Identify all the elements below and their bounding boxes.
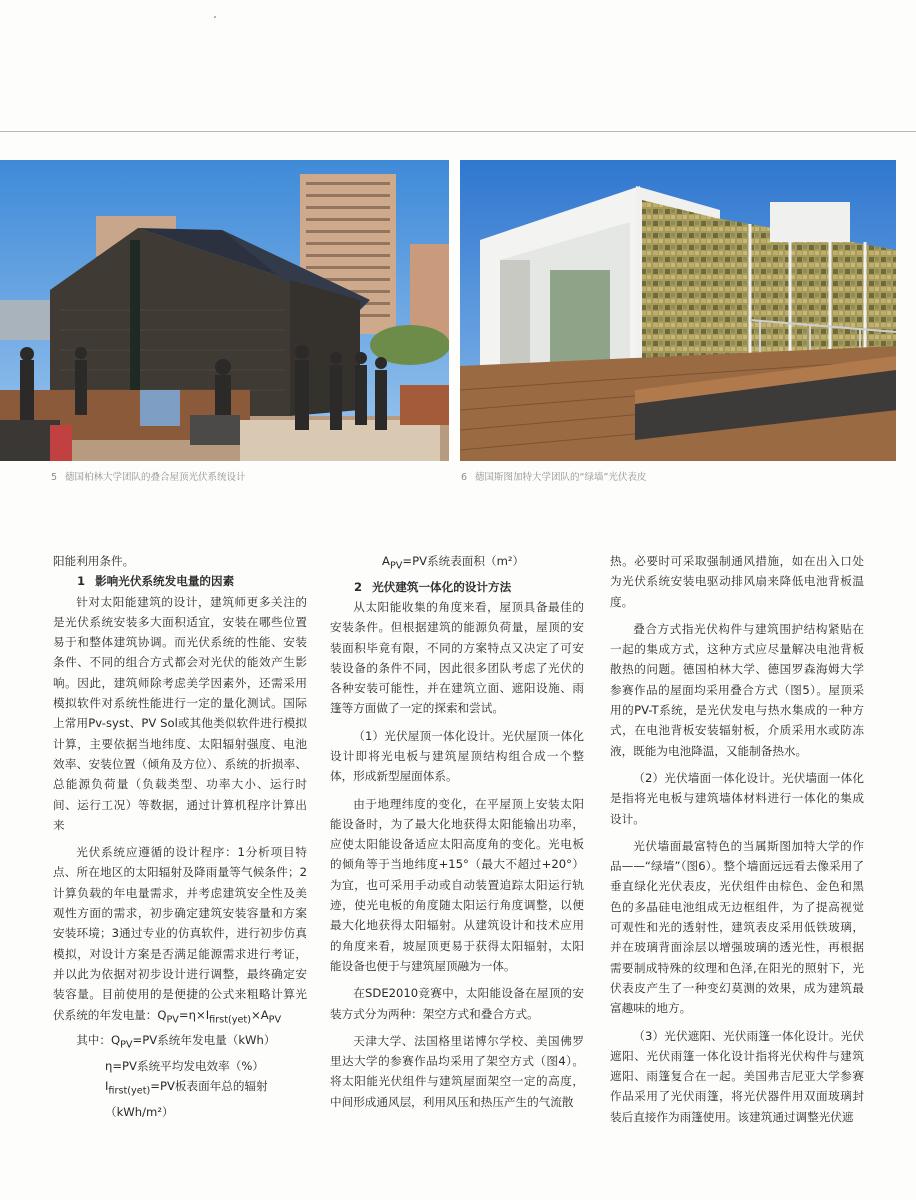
text-column-3 [610, 551, 864, 1127]
paragraph: 天津大学、法国格里诺博尔学校、美国佛罗里达大学的参赛作品均采用了架空方式（图4）。将太阳能光伏组件与建筑屋面架空一定的高度，中间形成通风层，利用风压和热压产生的气流散 [330, 1033, 584, 1109]
paragraph: （2）光伏墙面一体化设计。光伏墙面一体化是指将光电板与建筑墙体材料进行一体化的集成设计。 [610, 770, 864, 826]
text-column-1 [53, 551, 307, 1122]
paragraph: 从太阳能收集的角度来看，屋顶具备最佳的安装条件。但根据建筑的能源负荷量，屋顶的安装面积毕竟有限，不同的方案特点又决定了可安装设备的条件不同，因此很多团队考虑了光伏的各种安装可能性，并在建筑立面、遮阳设施、雨篷等方面做了一定的探索和尝试。 [330, 599, 584, 716]
section-heading-1: 1 影响光伏系统发电量的因素 [77, 574, 235, 589]
paragraph: 光伏墙面最富特色的当属斯图加特大学的作品——“绿墙”（图6）。整个墙面远远看去像采用了垂直绿化光伏表皮，光伏组件由棕色、金色和黑色的多晶硅电池组成无边框组件，为了提高视觉可观性和光的透射性，建筑表皮采用低铁玻璃，并在玻璃背面涂层以增强玻璃的透光性，再根据需要制成特殊的纹理和色泽,在阳光的照射下，光伏表皮产生了一种变幻莫测的效果，成为建筑最富趣味的地方。 [610, 838, 864, 1016]
paragraph: 针对太阳能建筑的设计，建筑师更多关注的是光伏系统安装多大面积适宜，安装在哪些位置易于和整体建筑协调。而光伏系统的性能、安装条件、不同的组合方式都会对光伏的能效产生影响。因此，建筑师除考虑美学因素外，还需采用模拟软件对系统性能进行一定的量化测试。国际上常用Pv-syst、PV Sol或其他类似软件进行模拟计算，主要依据当地纬度、太阳辐射强度、电池效率、安装位置（倾角及方位）、系统的折损率、总能源负荷量（负载类型、功率大小、运行时间、运行工况）等数据，通过计算机程序计算出来 [53, 594, 307, 832]
paragraph: 在SDE2010竞赛中，太阳能设备在屋顶的安装方式分为两种：架空方式和叠合方式。 [330, 986, 584, 1021]
figure-6-photo [460, 160, 896, 461]
section-heading-2: 2 光伏建筑一体化的设计方法 [354, 579, 512, 594]
paragraph: 叠合方式指光伏构件与建筑围护结构紧贴在一起的集成方式，这种方式应尽量解决电池背板散热的问题。德国柏林大学、德国罗森海姆大学参赛作品的屋面均采用叠合方式（图5）。屋顶采用的PV-T系统，是光伏发电与热水集成的一种方式，在电池背板安装辐射板，介质采用水或防冻液，既能为电池降温，又能制备热水。 [610, 621, 864, 758]
formula-line: 其中：$Q_{PV}=PV$系统年发电量（kWh） [76, 1033, 276, 1051]
paragraph: （3）光伏遮阳、光伏雨篷一体化设计。光伏遮阳、光伏雨篷一体化设计指将光伏构件与建筑遮阳、雨篷复合在一起。美国弗吉尼亚大学参赛作品采用了光伏雨篷，将光伏器件用双面玻璃封装后直接作为雨篷使用。该建筑通过调整光伏遮 [610, 1028, 864, 1124]
figure-5-caption: 5 德国柏林大学团队的叠合屋顶光伏系统设计 [51, 472, 246, 483]
formula-line: η=PV系统平均发电效率（%） [105, 1058, 264, 1073]
figure-6-caption: 6 德国斯图加特大学团队的“绿墙”光伏表皮 [461, 472, 647, 483]
paragraph: 阳能利用条件。 [53, 554, 135, 568]
paragraph: 光伏系统应遵循的设计程序：1分析项目特点、所在地区的太阳辐射及降雨量等气候条件；2计算负载的年电量需求，并考虑建筑安全性及美观性方面的需求，初步确定建筑安装容量和方案安装环境；3通过专业的仿真软件，进行初步仿真模拟，对设计方案是否满足能源需求进行考证，并以此为依据对初步设计进行调整，最终确定安装容量。目前使用的是便捷的公式来粗略计算光伏系统的年发电量：$Q_{PV}=\eta\times I_{first(yet)}\times A_{PV}$ [53, 845, 307, 1025]
figure-5-photo [0, 160, 449, 461]
header-rule [0, 131, 916, 132]
page-mark [214, 16, 216, 18]
paragraph: 由于地理纬度的变化，在平屋顶上安装太阳能设备时，为了最大化地获得太阳能输出功率，应使太阳能设备适应太阳高度角的变化。光电板的倾角等于当地纬度+15°（最大不超过+20°）为宜，也可采用手动或自动装置追踪太阳运行轨迹，使光电板的角度随太阳运行角度调整，以便最大化地获得太阳辐射。从建筑设计和技术应用的角度来看，坡屋顶更易于获得太阳辐射，太阳能设备也便于与建筑屋顶融为一体。 [330, 796, 584, 973]
formula-line: $A_{PV}=PV$系统表面积（m²） [382, 554, 525, 572]
paragraph: 热。必要时可采取强制通风措施，如在出入口处为光伏系统安装电驱动排风扇来降低电池背板温度。 [610, 554, 864, 609]
text-column-2 [330, 551, 584, 1112]
formula-line: $I_{first(yet)}=PV$板表面年总的辐射（kWh/m²） [105, 1079, 268, 1119]
paragraph: （1）光伏屋顶一体化设计。光伏屋顶一体化设计即将光电板与建筑屋顶结构组合成一个整体，形成新型屋面体系。 [330, 728, 584, 784]
